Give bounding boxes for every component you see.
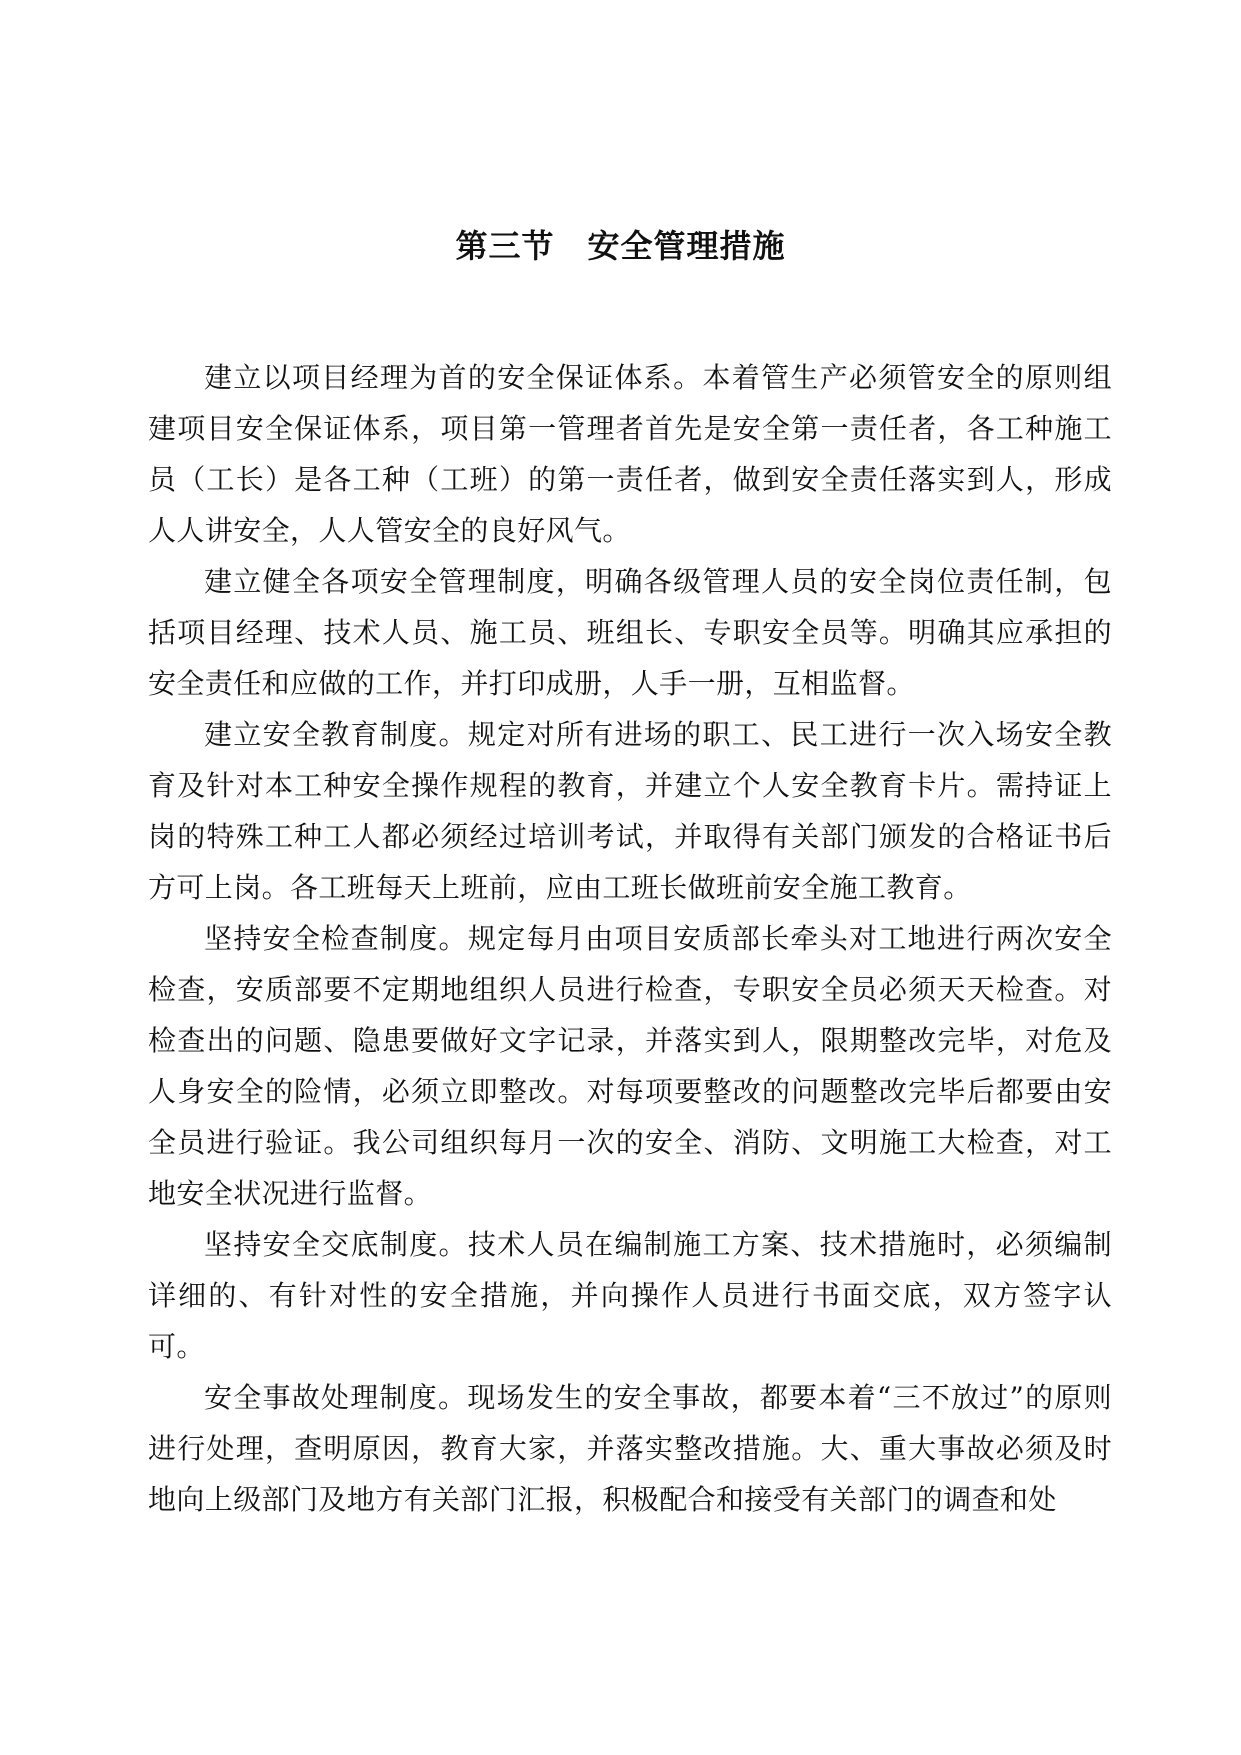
paragraph-safety-briefing: 坚持安全交底制度。技术人员在编制施工方案、技术措施时，必须编制详细的、有针对性的安全措施，并向操作人员进行书面交底，双方签字认可。 — [148, 1228, 1112, 1363]
paragraph-safety-education: 建立安全教育制度。规定对所有进场的职工、民工进行一次入场安全教育及针对本工种安全操作规程的教育，并建立个人安全教育卡片。需持证上岗的特殊工种工人都必须经过培训考试，并取得有关部门颁发的合格证书后方可上岗。各工班每天上班前，应由工班长做班前安全施工教育。 — [148, 718, 1112, 904]
document-body — [148, 352, 1112, 1525]
paragraph-safety-system: 建立以项目经理为首的安全保证体系。本着管生产必须管安全的原则组建项目安全保证体系，项目第一管理者首先是安全第一责任者，各工种施工员（工长）是各工种（工班）的第一责任者，做到安全责任落实到人，形成人人讲安全，人人管安全的良好风气。 — [148, 361, 1112, 547]
paragraph-safety-inspection: 坚持安全检查制度。规定每月由项目安质部长牵头对工地进行两次安全检查，安质部要不定期地组织人员进行检查，专职安全员必须天天检查。对检查出的问题、隐患要做好文字记录，并落实到人，限期整改完毕，对危及人身安全的险情，必须立即整改。对每项要整改的问题整改完毕后都要由安全员进行验证。我公司组织每月一次的安全、消防、文明施工大检查，对工地安全状况进行监督。 — [148, 922, 1112, 1210]
section-title: 第三节 安全管理措施 — [455, 227, 786, 265]
paragraph-accident-handling: 安全事故处理制度。现场发生的安全事故，都要本着“三不放过”的原则进行处理，查明原因，教育大家，并落实整改措施。大、重大事故必须及时地向上级部门及地方有关部门汇报，积极配合和接受有关部门的调查和处 — [148, 1381, 1112, 1516]
paragraph-management-rules: 建立健全各项安全管理制度，明确各级管理人员的安全岗位责任制，包括项目经理、技术人员、施工员、班组长、专职安全员等。明确其应承担的安全责任和应做的工作，并打印成册，人手一册，互相监督。 — [148, 565, 1112, 700]
